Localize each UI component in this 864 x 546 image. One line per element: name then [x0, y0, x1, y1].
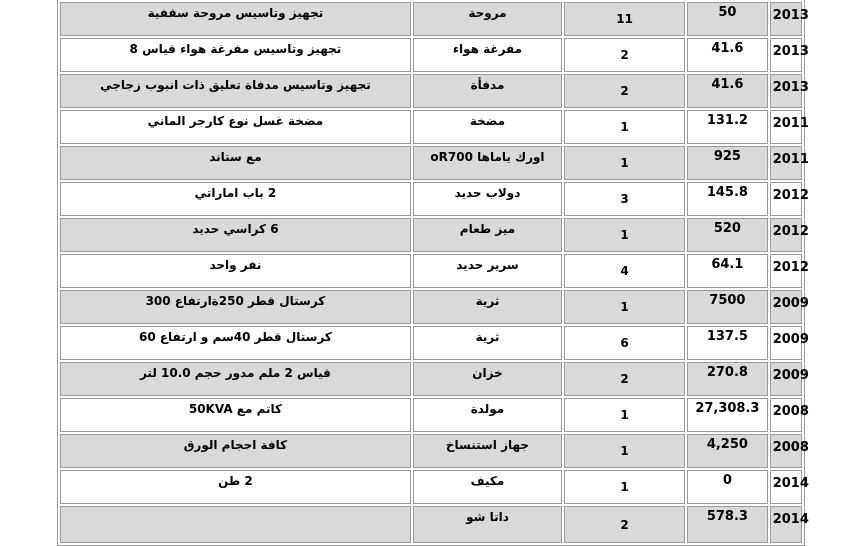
price-cell: 145.8: [687, 182, 768, 216]
description-cell: مع ستاند: [60, 146, 411, 180]
table-row: [60, 398, 802, 432]
item-name-cell: مكيف: [413, 470, 562, 504]
inventory-sheet: [57, 0, 809, 546]
quantity-cell: 1: [564, 434, 685, 468]
price-cell: 0: [687, 470, 768, 504]
quantity-cell: 1: [564, 110, 685, 144]
year-cell: 2011: [770, 146, 802, 180]
table-row: [60, 146, 802, 180]
description-cell: 2 باب اماراتي: [60, 182, 411, 216]
description-cell: كاتم مع 50KVA: [60, 398, 411, 432]
table-row: [60, 74, 802, 108]
description-cell: 2 طن: [60, 470, 411, 504]
item-name-cell: جهاز استنساخ: [413, 434, 562, 468]
year-cell: 2012: [770, 182, 802, 216]
description-cell: [60, 506, 411, 543]
year-cell: 2009: [770, 362, 802, 396]
quantity-cell: 3: [564, 182, 685, 216]
price-cell: 520: [687, 218, 768, 252]
year-cell: 2008: [770, 398, 802, 432]
table-row: [60, 434, 802, 468]
item-name-cell: ثرية: [413, 326, 562, 360]
price-cell: 7500: [687, 290, 768, 324]
item-name-cell: سرير حديد: [413, 254, 562, 288]
price-cell: 578.3: [687, 506, 768, 543]
table-row: [60, 38, 802, 72]
table-row: [60, 470, 802, 504]
price-cell: 131.2: [687, 110, 768, 144]
year-cell: 2014: [770, 506, 802, 543]
table-row: [60, 326, 802, 360]
year-cell: 2011: [770, 110, 802, 144]
quantity-cell: 2: [564, 74, 685, 108]
quantity-cell: 6: [564, 326, 685, 360]
price-cell: 27,308.3: [687, 398, 768, 432]
table-row: [60, 362, 802, 396]
description-cell: تجهيز وتاسيس مروحة سقفية: [60, 2, 411, 36]
quantity-cell: 11: [564, 2, 685, 36]
item-name-cell: اورك ياماها oR700: [413, 146, 562, 180]
quantity-cell: 2: [564, 362, 685, 396]
quantity-cell: 1: [564, 218, 685, 252]
item-name-cell: مولدة: [413, 398, 562, 432]
table-row: [60, 218, 802, 252]
item-name-cell: مدفأة: [413, 74, 562, 108]
table-row: [60, 110, 802, 144]
item-name-cell: مفرغة هواء: [413, 38, 562, 72]
quantity-cell: 4: [564, 254, 685, 288]
year-cell: 2008: [770, 434, 802, 468]
price-cell: 50: [687, 2, 768, 36]
description-cell: مضخة غسل نوع كارجر الماني: [60, 110, 411, 144]
item-name-cell: مضخة: [413, 110, 562, 144]
table-row: [60, 182, 802, 216]
description-cell: كافة احجام الورق: [60, 434, 411, 468]
item-name-cell: داتا شو: [413, 506, 562, 543]
year-cell: 2013: [770, 2, 802, 36]
year-cell: 2012: [770, 218, 802, 252]
table-row: [60, 254, 802, 288]
description-cell: كرستال قطر 250ةارتفاع 300: [60, 290, 411, 324]
year-cell: 2009: [770, 326, 802, 360]
year-cell: 2013: [770, 38, 802, 72]
table-row: [60, 290, 802, 324]
description-cell: قياس 2 ملم مدور حجم 10.0 لتر: [60, 362, 411, 396]
year-cell: 2014: [770, 470, 802, 504]
year-cell: 2009: [770, 290, 802, 324]
description-cell: 6 كراسي حديد: [60, 218, 411, 252]
description-cell: كرستال قطر 40سم و ارتفاع 60: [60, 326, 411, 360]
quantity-cell: 1: [564, 398, 685, 432]
table-row: [60, 2, 802, 36]
price-cell: 41.6: [687, 38, 768, 72]
inventory-table: [57, 0, 809, 546]
quantity-cell: 2: [564, 38, 685, 72]
inventory-rows: [60, 2, 809, 543]
description-cell: تجهيز وتاسيس مدفاة تعليق ذات انبوب زجاجي: [60, 74, 411, 108]
price-cell: 64.1: [687, 254, 768, 288]
table-row: [60, 506, 802, 543]
price-cell: 925: [687, 146, 768, 180]
quantity-cell: 1: [564, 290, 685, 324]
item-name-cell: دولاب حديد: [413, 182, 562, 216]
price-cell: 4,250: [687, 434, 768, 468]
item-name-cell: ثرية: [413, 290, 562, 324]
item-name-cell: خزان: [413, 362, 562, 396]
year-cell: 2013: [770, 74, 802, 108]
description-cell: تجهيز وتاسيس مفرغة هواء قياس 8: [60, 38, 411, 72]
price-cell: 137.5: [687, 326, 768, 360]
year-cell: 2012: [770, 254, 802, 288]
quantity-cell: 1: [564, 146, 685, 180]
quantity-cell: 1: [564, 470, 685, 504]
price-cell: 41.6: [687, 74, 768, 108]
item-name-cell: مروحة: [413, 2, 562, 36]
description-cell: نفر واحد: [60, 254, 411, 288]
item-name-cell: ميز طعام: [413, 218, 562, 252]
quantity-cell: 2: [564, 506, 685, 543]
price-cell: 270.8: [687, 362, 768, 396]
